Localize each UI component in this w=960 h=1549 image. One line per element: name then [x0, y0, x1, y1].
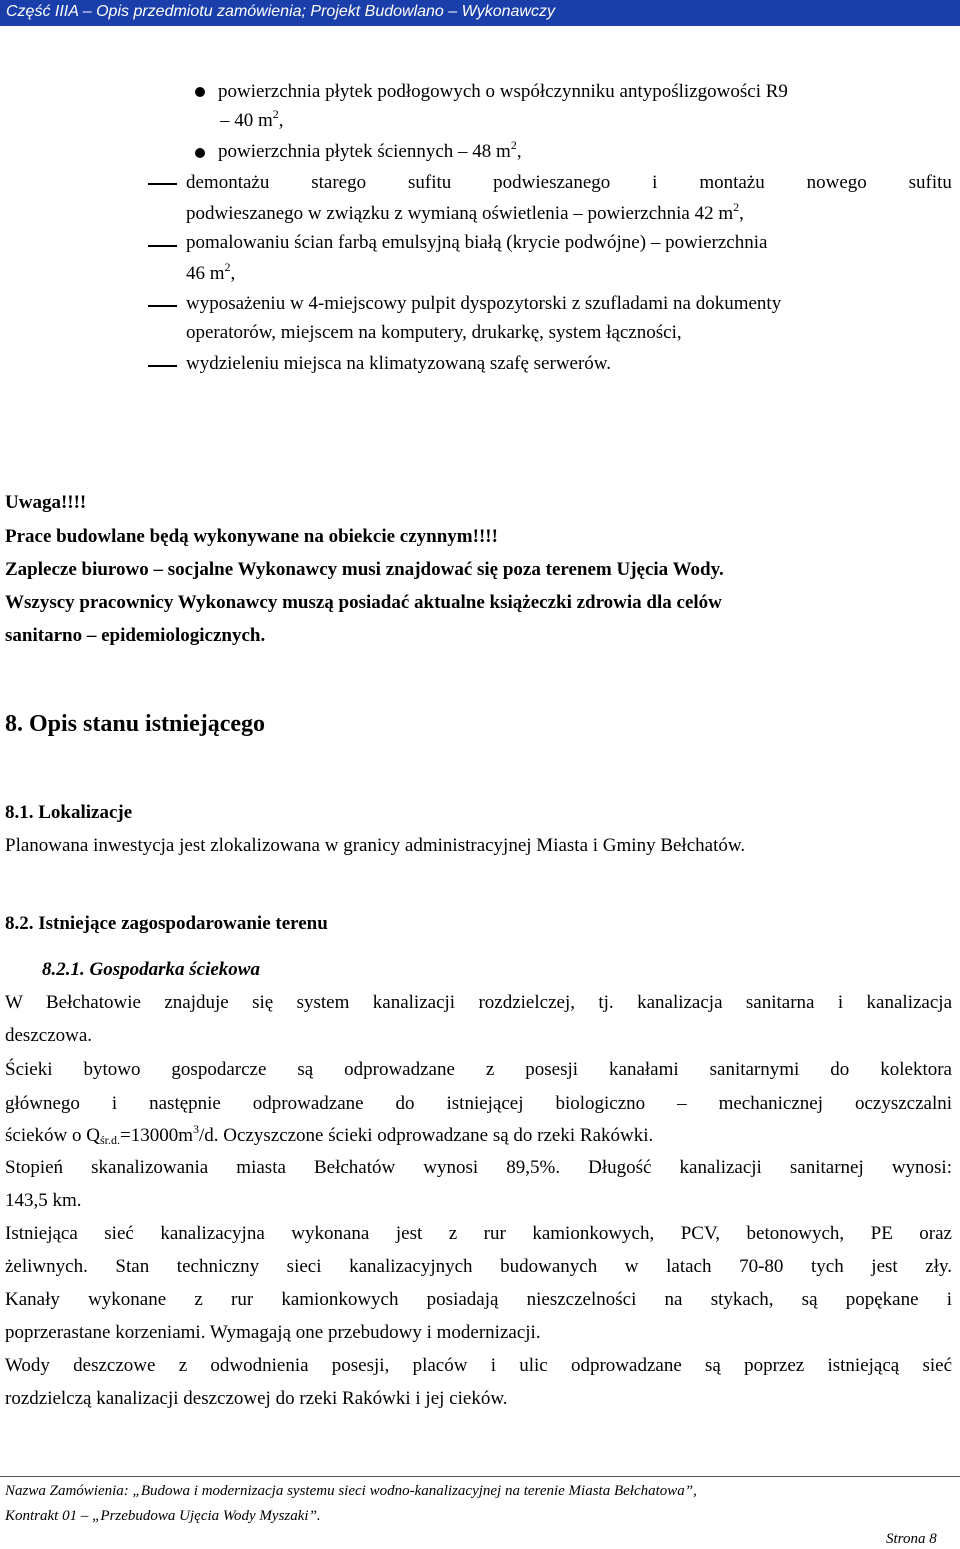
- footer-order-name: Nazwa Zamówienia: „Budowa i modernizacja systemu sieci wodno-kanalizacyjnej na terenie Miasta Bełchatowa”,: [5, 1483, 697, 1499]
- dash-item-4: wydzieleniu miejsca na klimatyzowaną szafę serwerów.: [186, 353, 612, 374]
- paragraph-5-line-2: rozdzielczą kanalizacji deszczowej do rzeki Rakówki i jej cieków.: [5, 1388, 508, 1409]
- warning-line-2: Zaplecze biurowo – socjalne Wykonawcy musi znajdować się poza terenem Ujęcia Wody.: [5, 559, 724, 580]
- paragraph-4-line-4: poprzerastane korzeniami. Wymagają one przebudowy i modernizacji.: [5, 1322, 541, 1343]
- warning-title: Uwaga!!!!: [5, 492, 87, 513]
- dash-item-2-line-1: pomalowaniu ścian farbą emulsyjną białą (krycie podwójne) – powierzchnia: [186, 232, 768, 253]
- section-heading: 8. Opis stanu istniejącego: [5, 711, 266, 737]
- paragraph-5-line-1: Wody deszczowe z odwodnienia posesji, placów i ulic odprowadzane są poprzez istniejącą sieć: [5, 1355, 952, 1376]
- dash-item-1-line-2: podwieszanego w związku z wymianą oświetlenia – powierzchnia 42 $m^2$,: [186, 200, 744, 224]
- paragraph-2-line-2: głównego i następnie odprowadzane do istniejącej biologiczno – mechanicznej oczyszczalni: [5, 1093, 952, 1114]
- dash-item-1-line-1: demontażu starego sufitu podwieszanego i montażu nowego sufitu: [186, 172, 952, 193]
- dash-marker: [148, 305, 177, 307]
- subsection-heading-8-2: 8.2. Istniejące zagospodarowanie terenu: [5, 913, 328, 934]
- footer-contract: Kontrakt 01 – „Przebudowa Ujęcia Wody Myszaki”.: [5, 1508, 321, 1524]
- paragraph-3-line-2: 143,5 km.: [5, 1190, 82, 1211]
- footer-divider: [0, 1476, 960, 1477]
- paragraph-4-line-1: Istniejąca sieć kanalizacyjna wykonana jest z rur kamionkowych, PCV, betonowych, PE oraz: [5, 1223, 952, 1244]
- paragraph-3-line-1: Stopień skanalizowania miasta Bełchatów wynosi 89,5%. Długość kanalizacji sanitarnej wynosi:: [5, 1157, 952, 1178]
- paragraph-1-line-2: deszczowa.: [5, 1025, 93, 1046]
- warning-line-4: sanitarno – epidemiologicznych.: [5, 625, 266, 646]
- document-header: [0, 0, 960, 26]
- header-title: Część IIIA – Opis przedmiotu zamówienia; Projekt Budowlano – Wykonawczy: [6, 3, 555, 20]
- warning-line-1: Prace budowlane będą wykonywane na obiekcie czynnym!!!!: [5, 526, 498, 547]
- dash-marker: [148, 183, 177, 185]
- page-number: Strona 8: [886, 1531, 937, 1547]
- dash-marker: [148, 245, 177, 247]
- paragraph-location: Planowana inwestycja jest zlokalizowana w granicy administracyjnej Miasta i Gminy Bełchatów.: [5, 835, 746, 856]
- subsection-heading-8-1: 8.1. Lokalizacje: [5, 802, 133, 823]
- dash-item-3-line-1: wyposażeniu w 4-miejscowy pulpit dyspozytorski z szufladami na dokumenty: [186, 293, 782, 314]
- bullet-item-1-line-1: powierzchnia płytek podłogowych o współczynniku antypoślizgowości R9: [218, 81, 788, 102]
- dash-marker: [148, 365, 177, 367]
- dash-item-2-line-2: 46 $m^2$,: [186, 260, 236, 284]
- paragraph-1-line-1: W Bełchatowie znajduje się system kanalizacji rozdzielczej, tj. kanalizacja sanitarna i kanalizacja: [5, 992, 952, 1013]
- bullet-dot: [195, 148, 205, 158]
- paragraph-2-line-1: Ścieki bytowo gospodarcze są odprowadzane z posesji kanałami sanitarnymi do kolektora: [5, 1059, 952, 1080]
- warning-line-3: Wszyscy pracownicy Wykonawcy muszą posiadać aktualne książeczki zdrowia dla celów: [5, 592, 722, 613]
- bullet-item-1-line-2: – 40 $m^2$,: [220, 107, 284, 131]
- bullet-dot: [195, 87, 205, 97]
- paragraph-4-line-3: Kanały wykonane z rur kamionkowych posiadają nieszczelności na stykach, są popękane i: [5, 1289, 952, 1310]
- subsection-heading-8-2-1: 8.2.1. Gospodarka ściekowa: [42, 959, 260, 980]
- paragraph-4-line-2: żeliwnych. Stan techniczny sieci kanalizacyjnych budowanych w latach 70-80 tych jest zły.: [5, 1256, 952, 1277]
- paragraph-2-line-3: ścieków o $Q_{śr.d.}=13000m^3/d$. Oczyszczone ścieki odprowadzane są do rzeki Rakówki.: [5, 1122, 654, 1147]
- dash-item-3-line-2: operatorów, miejscem na komputery, drukarkę, system łączności,: [186, 322, 682, 343]
- bullet-item-2: powierzchnia płytek ściennych – 48 $m^2$,: [218, 138, 522, 162]
